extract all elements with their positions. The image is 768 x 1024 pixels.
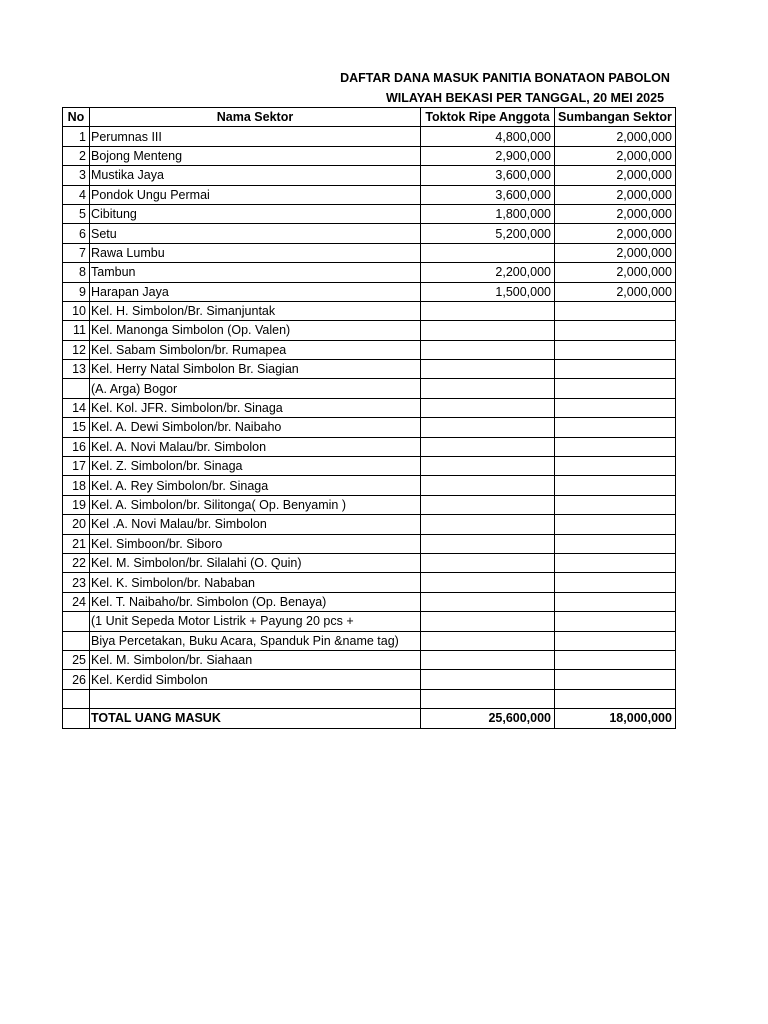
row-sumbangan <box>555 689 676 708</box>
row-toktok: 1,800,000 <box>421 204 555 223</box>
row-name: Kel. Manonga Simbolon (Op. Valen) <box>90 321 421 340</box>
row-sumbangan <box>555 437 676 456</box>
row-no: 12 <box>63 340 90 359</box>
table-row <box>63 612 676 631</box>
table-row <box>63 282 676 301</box>
row-no: 6 <box>63 224 90 243</box>
table-row <box>63 398 676 417</box>
table-row <box>63 689 676 708</box>
row-toktok: 3,600,000 <box>421 185 555 204</box>
row-sumbangan <box>555 534 676 553</box>
row-sumbangan <box>555 592 676 611</box>
row-name: Kel. Kerdid Simbolon <box>90 670 421 689</box>
row-toktok <box>421 476 555 495</box>
table-row <box>63 457 676 476</box>
row-sumbangan <box>555 476 676 495</box>
row-toktok <box>421 495 555 514</box>
row-sumbangan: 2,000,000 <box>555 166 676 185</box>
row-toktok: 4,800,000 <box>421 127 555 146</box>
row-sumbangan <box>555 631 676 650</box>
table-row <box>63 476 676 495</box>
row-toktok <box>421 689 555 708</box>
row-name: Cibitung <box>90 204 421 223</box>
table-row <box>63 340 676 359</box>
row-no <box>63 689 90 708</box>
row-no: 19 <box>63 495 90 514</box>
row-name: Perumnas III <box>90 127 421 146</box>
row-no <box>63 379 90 398</box>
row-toktok <box>421 301 555 320</box>
table-row <box>63 515 676 534</box>
row-sumbangan <box>555 301 676 320</box>
header-sumbangan: Sumbangan Sektor <box>555 108 676 127</box>
row-sumbangan <box>555 321 676 340</box>
row-sumbangan <box>555 360 676 379</box>
row-name: Kel. M. Simbolon/br. Siahaan <box>90 650 421 669</box>
table-row <box>63 534 676 553</box>
table-row <box>63 360 676 379</box>
row-no: 23 <box>63 573 90 592</box>
row-no: 11 <box>63 321 90 340</box>
document-subtitle: WILAYAH BEKASI PER TANGGAL, 20 MEI 2025 <box>385 91 665 105</box>
row-toktok <box>421 437 555 456</box>
row-no: 17 <box>63 457 90 476</box>
table-row <box>63 301 676 320</box>
row-no: 21 <box>63 534 90 553</box>
row-sumbangan <box>555 515 676 534</box>
total-sumbangan: 18,000,000 <box>555 709 676 728</box>
row-name: Kel. M. Simbolon/br. Silalahi (O. Quin) <box>90 553 421 572</box>
row-sumbangan <box>555 379 676 398</box>
table-row <box>63 127 676 146</box>
table-row <box>63 437 676 456</box>
table-row <box>63 379 676 398</box>
row-no: 14 <box>63 398 90 417</box>
row-name: Kel. Kol. JFR. Simbolon/br. Sinaga <box>90 398 421 417</box>
row-toktok <box>421 573 555 592</box>
row-no: 9 <box>63 282 90 301</box>
row-sumbangan <box>555 340 676 359</box>
row-toktok <box>421 670 555 689</box>
row-name: Tambun <box>90 263 421 282</box>
row-name: Pondok Ungu Permai <box>90 185 421 204</box>
row-no <box>63 631 90 650</box>
row-toktok <box>421 360 555 379</box>
row-toktok <box>421 553 555 572</box>
row-name: Kel. Herry Natal Simbolon Br. Siagian <box>90 360 421 379</box>
row-name: Kel. A. Novi Malau/br. Simbolon <box>90 437 421 456</box>
row-name: Bojong Menteng <box>90 146 421 165</box>
row-toktok: 1,500,000 <box>421 282 555 301</box>
row-toktok <box>421 243 555 262</box>
row-sumbangan <box>555 573 676 592</box>
row-no: 3 <box>63 166 90 185</box>
row-name: Mustika Jaya <box>90 166 421 185</box>
row-no: 1 <box>63 127 90 146</box>
table-row <box>63 204 676 223</box>
row-name: Kel. A. Dewi Simbolon/br. Naibaho <box>90 418 421 437</box>
row-name: Biya Percetakan, Buku Acara, Spanduk Pin &name tag) <box>90 631 421 650</box>
row-sumbangan: 2,000,000 <box>555 282 676 301</box>
row-toktok <box>421 398 555 417</box>
row-sumbangan: 2,000,000 <box>555 263 676 282</box>
row-name: Kel. Sabam Simbolon/br. Rumapea <box>90 340 421 359</box>
row-name <box>90 689 421 708</box>
row-sumbangan: 2,000,000 <box>555 243 676 262</box>
row-name: Rawa Lumbu <box>90 243 421 262</box>
row-no: 22 <box>63 553 90 572</box>
row-toktok <box>421 650 555 669</box>
header-no: No <box>63 108 90 127</box>
row-toktok: 3,600,000 <box>421 166 555 185</box>
row-name: Kel. H. Simbolon/Br. Simanjuntak <box>90 301 421 320</box>
row-toktok <box>421 612 555 631</box>
header-row <box>63 108 676 127</box>
row-name: Kel. Simboon/br. Siboro <box>90 534 421 553</box>
row-no <box>63 612 90 631</box>
table-row <box>63 650 676 669</box>
row-name: Kel .A. Novi Malau/br. Simbolon <box>90 515 421 534</box>
row-no: 8 <box>63 263 90 282</box>
row-name: Harapan Jaya <box>90 282 421 301</box>
table-body <box>63 127 676 709</box>
row-no: 4 <box>63 185 90 204</box>
funds-table <box>62 107 676 729</box>
table-row <box>63 146 676 165</box>
row-sumbangan <box>555 398 676 417</box>
table-row <box>63 553 676 572</box>
row-no: 16 <box>63 437 90 456</box>
row-sumbangan: 2,000,000 <box>555 185 676 204</box>
row-sumbangan <box>555 495 676 514</box>
table-row <box>63 592 676 611</box>
row-sumbangan <box>555 650 676 669</box>
row-no: 2 <box>63 146 90 165</box>
row-sumbangan <box>555 418 676 437</box>
row-toktok: 5,200,000 <box>421 224 555 243</box>
row-toktok <box>421 534 555 553</box>
row-name: Kel. A. Rey Simbolon/br. Sinaga <box>90 476 421 495</box>
table-row <box>63 418 676 437</box>
row-no: 15 <box>63 418 90 437</box>
table-row <box>63 166 676 185</box>
row-toktok <box>421 631 555 650</box>
row-name: Kel. Z. Simbolon/br. Sinaga <box>90 457 421 476</box>
row-sumbangan: 2,000,000 <box>555 146 676 165</box>
document-title: DAFTAR DANA MASUK PANITIA BONATAON PABOLON <box>340 71 670 85</box>
row-toktok <box>421 418 555 437</box>
total-row <box>63 709 676 728</box>
row-toktok <box>421 379 555 398</box>
row-no: 26 <box>63 670 90 689</box>
row-sumbangan <box>555 457 676 476</box>
row-no: 25 <box>63 650 90 669</box>
row-toktok <box>421 515 555 534</box>
row-toktok <box>421 592 555 611</box>
row-toktok <box>421 321 555 340</box>
header-toktok-ripe: Toktok Ripe Anggota <box>421 108 555 127</box>
row-name: (A. Arga) Bogor <box>90 379 421 398</box>
row-sumbangan: 2,000,000 <box>555 127 676 146</box>
row-name: Kel. K. Simbolon/br. Nababan <box>90 573 421 592</box>
row-toktok: 2,900,000 <box>421 146 555 165</box>
table-row <box>63 573 676 592</box>
total-no-cell <box>63 709 90 728</box>
table-row <box>63 185 676 204</box>
row-sumbangan <box>555 612 676 631</box>
row-no: 13 <box>63 360 90 379</box>
table-row <box>63 495 676 514</box>
table-row <box>63 670 676 689</box>
table-row <box>63 631 676 650</box>
row-sumbangan: 2,000,000 <box>555 224 676 243</box>
table-row <box>63 263 676 282</box>
row-toktok <box>421 457 555 476</box>
table-row <box>63 321 676 340</box>
row-sumbangan <box>555 553 676 572</box>
row-name: Setu <box>90 224 421 243</box>
row-toktok <box>421 340 555 359</box>
row-no: 24 <box>63 592 90 611</box>
row-toktok: 2,200,000 <box>421 263 555 282</box>
row-no: 7 <box>63 243 90 262</box>
row-sumbangan <box>555 670 676 689</box>
table-row <box>63 243 676 262</box>
row-sumbangan: 2,000,000 <box>555 204 676 223</box>
total-toktok: 25,600,000 <box>421 709 555 728</box>
row-no: 20 <box>63 515 90 534</box>
table-row <box>63 224 676 243</box>
row-no: 5 <box>63 204 90 223</box>
total-label: TOTAL UANG MASUK <box>90 709 421 728</box>
row-name: Kel. A. Simbolon/br. Silitonga( Op. Benyamin ) <box>90 495 421 514</box>
row-no: 10 <box>63 301 90 320</box>
row-no: 18 <box>63 476 90 495</box>
row-name: Kel. T. Naibaho/br. Simbolon (Op. Benaya) <box>90 592 421 611</box>
header-nama-sektor: Nama Sektor <box>90 108 421 127</box>
row-name: (1 Unit Sepeda Motor Listrik + Payung 20 pcs + <box>90 612 421 631</box>
